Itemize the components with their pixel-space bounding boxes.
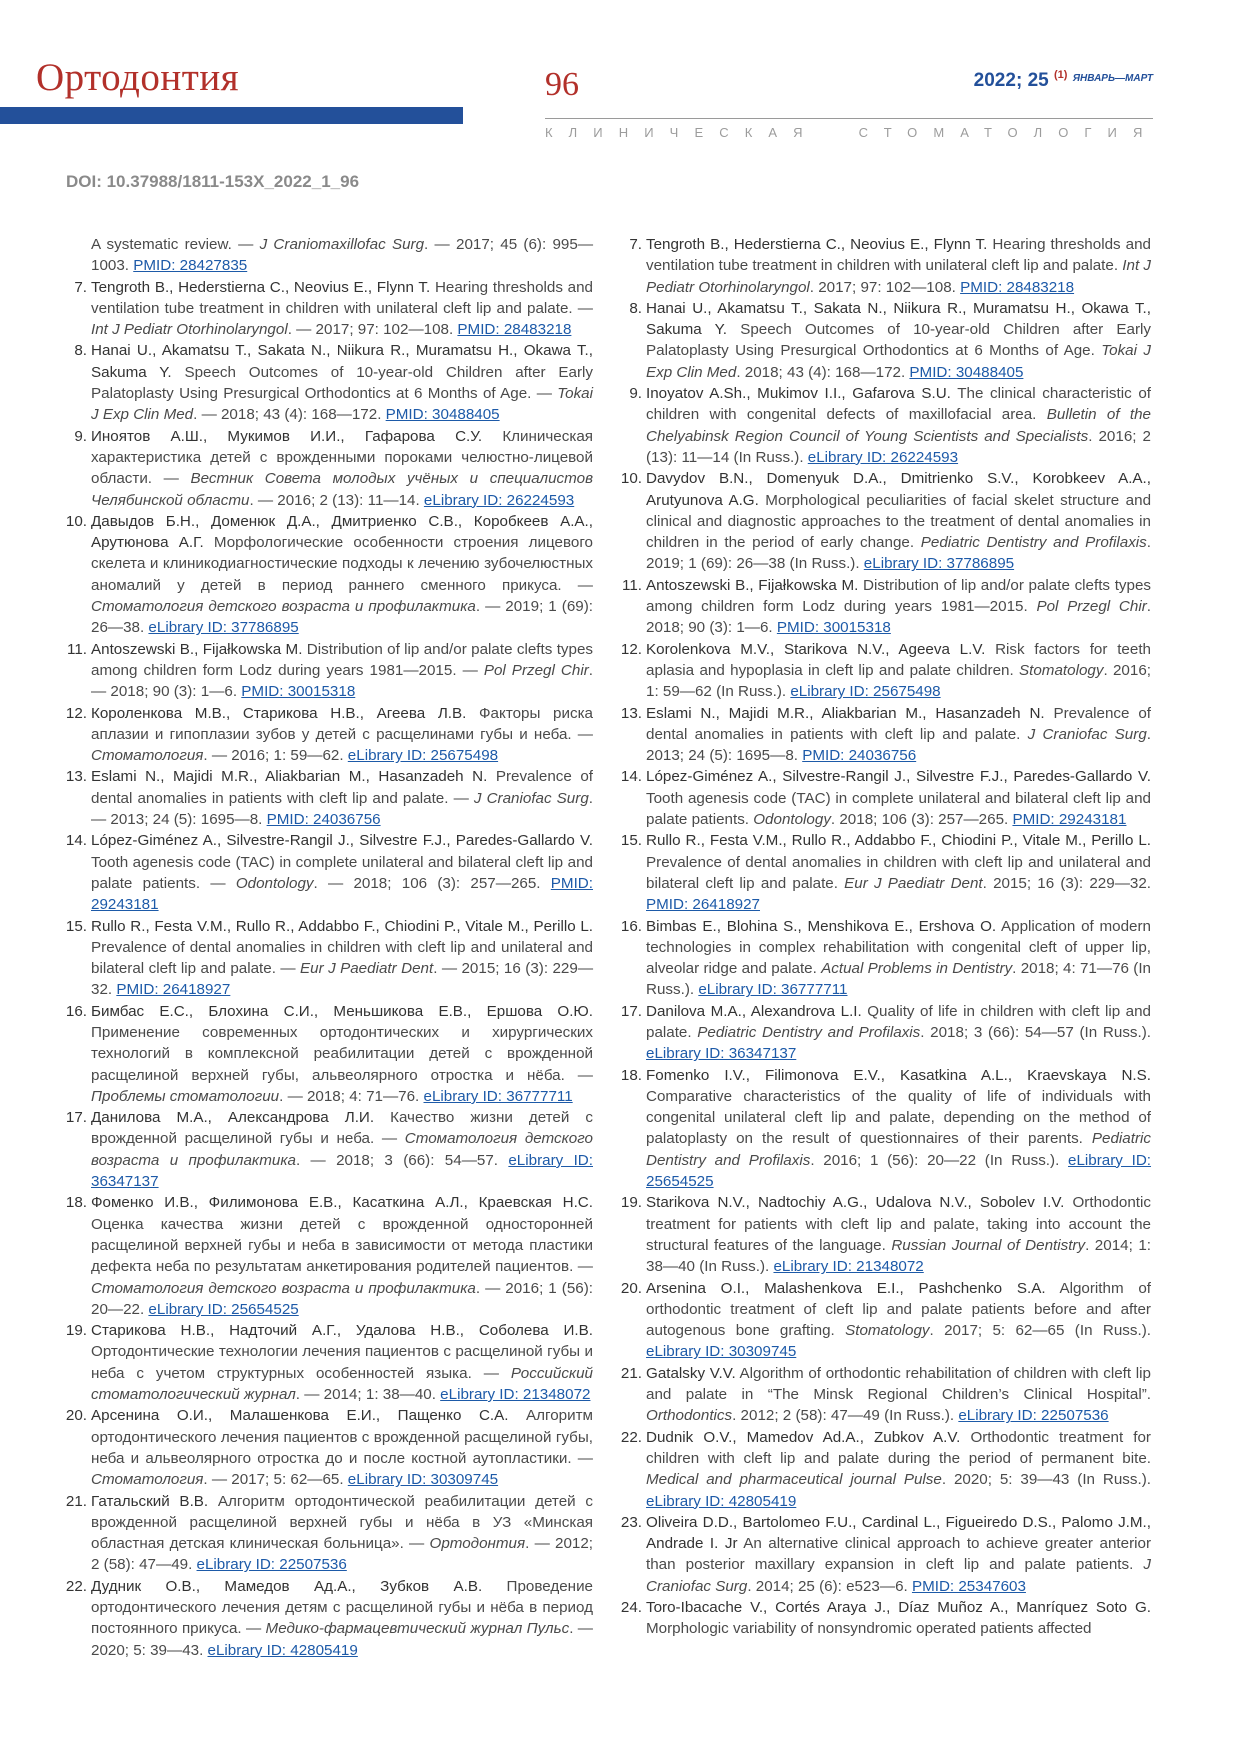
reference-title: Tooth agenesis code (TAC) in complete unilateral and bilateral cleft lip and palate patients. [646, 789, 1151, 829]
reference-authors: Иноятов А.Ш., Мукимов И.И., Гафарова С.У. [91, 427, 483, 445]
reference-item [65, 234, 593, 277]
reference-link[interactable]: eLibrary ID: 25675498 [790, 683, 941, 701]
reference-number: 17. [65, 1109, 87, 1127]
reference-number: 14. [620, 768, 642, 786]
reference-item [65, 1192, 593, 1320]
reference-details: . — 2020; 5: 39—43. [91, 1620, 593, 1659]
reference-link[interactable]: eLibrary ID: 30309745 [347, 1471, 499, 1489]
reference-link[interactable]: PMID: 24036756 [802, 747, 917, 765]
reference-link[interactable]: eLibrary ID: 36347137 [91, 1151, 593, 1191]
journal-tagline [545, 125, 1159, 140]
reference-journal: Tokai J Exp Clin Med [91, 385, 593, 424]
issue-year: 2022; [973, 70, 1023, 91]
reference-link[interactable]: eLibrary ID: 36777711 [698, 981, 848, 999]
reference-authors: Danilova M.A., Alexandrova L.I. [646, 1002, 862, 1020]
reference-authors: Eslami N., Majidi M.R., Aliakbarian M., Hasanzadeh N. [91, 768, 488, 786]
reference-item [65, 277, 593, 341]
reference-number: 7. [629, 236, 642, 253]
reference-journal: Pediatric Dentistry and Profilaxis [697, 1023, 921, 1041]
reference-journal: Pol Przegl Chir [483, 661, 589, 679]
issue-volume: 25 [1027, 70, 1049, 91]
reference-details: . — 2017; 5: 62—65. [203, 1471, 348, 1489]
reference-title: Orthodontic treatment for patients with cleft lip and palate, taking into account the structural features of the language. [646, 1194, 1151, 1254]
tagline-left: КЛИНИЧЕСКАЯ [545, 125, 819, 140]
reference-journal: Orthodontics [646, 1407, 733, 1425]
reference-item [620, 703, 1151, 767]
reference-title: Качество жизни детей с врожденной расщелиной губы и неба. — [91, 1109, 593, 1148]
reference-title: Применение современных ортодонтических и хирургических технологий в комплексной реабилитации детей с врожденной расщелиной верхней губы, альвеолярного отростка и нёба. — [91, 1023, 593, 1084]
reference-title: A systematic review. — [91, 236, 260, 253]
reference-journal: Вестник Совета молодых учёных и специалистов Челябинской области [91, 470, 593, 509]
reference-title: Morphological peculiarities of facial skelet structure and clinical and diagnostic approaches to the treatment of dental anomalies in children in the period of early change. [646, 491, 1152, 552]
reference-item [65, 916, 593, 1001]
reference-details: . 2013; 24 (5): 1695—8. [646, 725, 1151, 765]
reference-item [620, 234, 1151, 298]
reference-item [620, 1363, 1151, 1427]
reference-journal: Bulletin of the Chelyabinsk Region Council of Young Scientists and Specialists [646, 406, 1152, 445]
reference-number: 8. [629, 299, 642, 317]
reference-link[interactable]: PMID: 30015318 [776, 619, 891, 637]
reference-link[interactable]: eLibrary ID: 37786895 [148, 619, 299, 637]
reference-journal: Стоматология [91, 747, 204, 765]
reference-details: . — 2018; 90 (3): 1—6. [91, 661, 593, 701]
reference-title: Risk factors for teeth aplasia and hypoplasia in cleft lip and palate children. [646, 640, 1151, 679]
reference-number: 21. [65, 1492, 87, 1510]
reference-journal: Medical and pharmaceutical journal Pulse [646, 1471, 942, 1489]
reference-journal: Odontology [753, 811, 831, 829]
reference-item [620, 916, 1151, 1001]
reference-number: 13. [65, 768, 87, 786]
reference-journal: Pediatric Dentistry and Profilaxis [920, 534, 1147, 552]
reference-title: Морфологические особенности строения лицевого скелета и клиникодиагностические подходы к лечению зубочелюстных аномалий у детей в период раннего сменного прикуса. — [91, 534, 594, 594]
issue-info [974, 70, 1153, 92]
reference-authors: Гатальский В.В. [91, 1492, 209, 1510]
reference-journal: Stomatology [845, 1322, 930, 1340]
reference-authors: Дудник О.В., Мамедов Ад.А., Зубков А.В. [91, 1577, 483, 1595]
reference-details: . — 2016; 1: 59—62. [203, 747, 348, 765]
reference-item [65, 703, 593, 767]
reference-authors: Bimbas E., Blohina S., Menshikova E., Ershova O. [646, 917, 997, 935]
reference-details: . — 2018; 3 (66): 54—57. [295, 1151, 509, 1169]
reference-item [65, 1320, 593, 1405]
reference-link[interactable]: PMID: 30488405 [385, 406, 500, 424]
reference-link[interactable]: eLibrary ID: 30309745 [646, 1343, 797, 1361]
reference-journal: Actual Problems in Dentistry [821, 960, 1013, 978]
reference-item [620, 1192, 1151, 1277]
reference-authors: Tengroth B., Hederstierna C., Neovius E., Flynn T. [91, 278, 431, 296]
reference-link[interactable]: PMID: 30488405 [909, 363, 1024, 381]
reference-number: 15. [620, 832, 642, 850]
reference-link[interactable]: PMID: 29243181 [91, 874, 593, 914]
reference-item [65, 1001, 593, 1107]
reference-journal: Стоматология детского возраста и профилактика [91, 1279, 476, 1297]
reference-journal: Int J Pediatr Otorhinolaryngol [646, 257, 1151, 296]
reference-journal: Tokai J Exp Clin Med [646, 342, 1151, 381]
reference-authors: Арсенина О.И., Малашенкова Е.И., Пащенко С.А. [91, 1407, 509, 1425]
reference-details: . — 2012; 2 (58): 47—49. [91, 1535, 593, 1574]
reference-authors: Фоменко И.В., Филимонова Е.В., Касаткина А.Л., Краевская Н.С. [91, 1194, 593, 1212]
reference-link[interactable]: PMID: 28483218 [960, 278, 1075, 296]
reference-journal: Int J Pediatr Otorhinolaryngol [91, 321, 288, 339]
reference-authors: Бимбас Е.С., Блохина С.И., Меньшикова Е.В., Ершова О.Ю. [91, 1002, 593, 1020]
reference-details: . — 2018; 106 (3): 257—265. [313, 874, 551, 892]
reference-authors: Eslami N., Majidi M.R., Aliakbarian M., Hasanzadeh N. [646, 704, 1045, 722]
reference-title: An alternative clinical approach to achieve greater anterior than posterior maxillary expansion in cleft lip and palate patients. [646, 1535, 1152, 1574]
reference-number: 11. [67, 640, 87, 658]
reference-authors: Hanai U., Akamatsu T., Sakata N., Niikura R., Muramatsu H., Okawa T., Sakuma Y. [646, 299, 1151, 339]
reference-journal: J Craniofac Surg [1027, 725, 1147, 743]
reference-title: Hearing thresholds and ventilation tube treatment in children with unilateral cleft lip and palate. — [91, 278, 593, 317]
reference-number: 14. [65, 832, 87, 850]
reference-item [620, 575, 1151, 639]
reference-number: 15. [65, 917, 87, 935]
reference-journal: Eur J Paediatr Dent [844, 874, 983, 892]
reference-details: . 2012; 2 (58): 47—49 (In Russ.). [732, 1407, 959, 1425]
reference-item [620, 383, 1151, 468]
reference-details: . 2020; 5: 39—43 (In Russ.). [941, 1471, 1151, 1489]
reference-authors: Starikova N.V., Nadtochiy A.G., Udalova N.V., Sobolev I.V. [646, 1194, 1065, 1212]
reference-details: . 2015; 16 (3): 229—32. [982, 874, 1151, 892]
reference-link[interactable]: eLibrary ID: 22507536 [196, 1556, 347, 1574]
reference-item [620, 468, 1151, 574]
reference-authors: Arsenina O.I., Malashenkova E.I., Pashchenko S.A. [646, 1279, 1046, 1297]
reference-details: . — 2013; 24 (5): 1695—8. [91, 789, 593, 829]
reference-title: Prevalence of dental anomalies in children with cleft lip and unilateral and bilateral cleft lip and palate. — [91, 938, 593, 978]
reference-details: . — 2018; 43 (4): 168—172. [193, 406, 386, 424]
reference-details: . 2016; 1: 59—62 (In Russ.). [646, 661, 1151, 701]
reference-authors: Hanai U., Akamatsu T., Sakata N., Niikura R., Muramatsu H., Okawa T., Sakuma Y. [91, 342, 593, 381]
reference-item [65, 340, 593, 425]
reference-title: Оценка качества жизни детей с врожденной односторонней расщелиной верхней губы и неба в зависимости от метода пластики дефекта неба по результатам анкетирования родителей пациентов. — [91, 1215, 593, 1276]
reference-item [620, 1001, 1151, 1065]
reference-details: . 2018; 90 (3): 1—6. [646, 598, 1151, 637]
reference-authors: Korolenkova M.V., Starikova N.V., Ageeva L.V. [646, 640, 986, 658]
reference-link[interactable]: eLibrary ID: 36777711 [423, 1087, 573, 1105]
reference-details: . 2017; 5: 62—65 (In Russ.). [929, 1322, 1151, 1340]
reference-number: 20. [65, 1407, 87, 1425]
reference-link[interactable]: PMID: 28427835 [133, 257, 248, 275]
reference-journal: Стоматология [91, 1471, 204, 1489]
reference-number: 12. [620, 640, 642, 658]
reference-title: Comparative characteristics of the quality of life of individuals with congenital unilateral cleft lip and palate, depending on the method of palatoplasty on the result of questionnaires of their parents. [646, 1087, 1151, 1148]
reference-number: 13. [620, 704, 642, 722]
reference-authors: Antoszewski B., Fijałkowska M. [646, 576, 859, 594]
doi: DOI: 10.37988/1811-153X_2022_1_96 [66, 172, 360, 191]
reference-number: 7. [74, 278, 87, 296]
reference-item [65, 830, 593, 915]
reference-number: 16. [65, 1002, 87, 1020]
reference-item [65, 766, 593, 830]
reference-link[interactable]: PMID: 28483218 [457, 321, 572, 339]
reference-journal: Стоматология детского возраста и профилактика [91, 598, 476, 616]
reference-title: Алгоритм ортодонтической реабилитации детей с врожденной расщелиной верхней губы и нёба в УЗ «Минская областная детская клиническая больница». — [91, 1492, 593, 1553]
reference-details: . — 2018; 4: 71—76. [279, 1087, 424, 1105]
reference-item [620, 1597, 1151, 1640]
reference-journal: Odontology [235, 874, 314, 892]
reference-details: . — 2015; 16 (3): 229—32. [91, 960, 594, 999]
reference-journal: Медико-фармацевтический журнал Пульс [265, 1620, 570, 1638]
reference-title: Distribution of lip and/or palate clefts types among children form Lodz during years 1981—2015. [646, 576, 1151, 616]
reference-title: Факторы риска аплазии и гипоплазии зубов у детей с расщелинами губы и неба. — [91, 704, 593, 743]
reference-journal: Pediatric Dentistry and Profilaxis [646, 1130, 1151, 1169]
reference-details: . 2017; 97: 102—108. [809, 278, 961, 296]
reference-journal: Eur J Paediatr Dent [300, 960, 434, 978]
reference-item [65, 1491, 593, 1576]
reference-link[interactable]: PMID: 25347603 [911, 1577, 1026, 1595]
reference-link[interactable]: PMID: 24036756 [266, 811, 381, 829]
reference-authors: Давыдов Б.Н., Доменюк Д.А., Дмитриенко С.В., Коробкеев А.А., Арутюнова А.Г. [91, 512, 593, 552]
reference-journal: J Craniofac Surg [473, 789, 589, 807]
reference-link[interactable]: eLibrary ID: 25654525 [148, 1300, 299, 1318]
reference-journal: Pol Przegl Chir [1036, 598, 1147, 616]
reference-link[interactable]: eLibrary ID: 26224593 [807, 448, 959, 466]
reference-link[interactable]: eLibrary ID: 37786895 [863, 555, 1015, 573]
reference-journal: Российский стоматологический журнал [91, 1364, 593, 1404]
reference-number: 19. [65, 1322, 87, 1340]
reference-details: . 2018; 43 (4): 168—172. [736, 363, 910, 381]
reference-number: 19. [620, 1194, 642, 1212]
reference-title: Application of modern technologies in complex rehabilitation with congenital cleft of upper lip, alveolar ridge and palate. [646, 917, 1152, 978]
header-accent-bar [0, 107, 463, 124]
reference-title: Prevalence of dental anomalies in patients with cleft lip and palate. — [91, 768, 593, 807]
reference-title: Tooth agenesis code (TAC) in complete unilateral and bilateral cleft lip and palate patients. — [91, 853, 593, 892]
reference-number: 17. [620, 1002, 642, 1020]
reference-authors: Tengroth B., Hederstierna C., Neovius E., Flynn T. [646, 236, 988, 253]
reference-item [620, 1278, 1151, 1363]
reference-title: Ортодонтические технологии лечения пациентов с расщелиной губы и неба с учетом структурных особенностей языка. — [91, 1343, 593, 1382]
reference-authors: Rullo R., Festa V.M., Rullo R., Addabbo F., Chiodini P., Vitale M., Perillo L. [91, 917, 593, 935]
reference-authors: Rullo R., Festa V.M., Rullo R., Addabbo F., Chiodini P., Vitale M., Perillo L. [646, 832, 1151, 850]
reference-item [620, 1427, 1151, 1512]
reference-title: Algorithm of orthodontic rehabilitation of children with cleft lip and palate in “The Minsk Regional Children’s Clinical Hospital”. [646, 1364, 1152, 1404]
page-number: 96 [545, 66, 579, 103]
reference-number: 11. [622, 576, 642, 594]
reference-number: 24. [620, 1599, 642, 1616]
reference-link[interactable]: PMID: 30015318 [241, 683, 356, 701]
reference-details: . — 2019; 1 (69): 26—38. [91, 598, 593, 637]
reference-details: . 2014; 25 (6): e523—6. [747, 1577, 912, 1595]
reference-link[interactable]: eLibrary ID: 22507536 [958, 1407, 1109, 1425]
reference-journal: J Craniomaxillofac Surg [259, 236, 425, 253]
reference-details: . 2014; 1: 38—40 (In Russ.). [646, 1236, 1151, 1276]
references-right-column [620, 234, 1151, 1640]
reference-details: . 2018; 3 (66): 54—57 (In Russ.). [920, 1023, 1151, 1041]
reference-item [65, 511, 593, 639]
reference-number: 20. [620, 1279, 642, 1297]
reference-title: Hearing thresholds and ventilation tube treatment in children with unilateral cleft lip and palate. [646, 236, 1151, 275]
reference-authors: Gatalsky V.V. [646, 1364, 736, 1382]
reference-link[interactable]: eLibrary ID: 42805419 [646, 1492, 797, 1510]
references-left-column [65, 234, 593, 1661]
reference-journal: J Craniofac Surg [646, 1556, 1151, 1595]
reference-details: . 2016; 1 (56): 20—22 (In Russ.). [810, 1151, 1069, 1169]
reference-details: . — 2017; 97: 102—108. [287, 321, 458, 339]
reference-number: 9. [74, 427, 87, 445]
reference-details: . — 2014; 1: 38—40. [295, 1386, 441, 1404]
reference-link[interactable]: eLibrary ID: 42805419 [207, 1641, 358, 1659]
reference-journal: Russian Journal of Dentistry [891, 1236, 1086, 1254]
reference-item [65, 1107, 593, 1192]
reference-details: . — 2016; 2 (13): 11—14. [249, 491, 424, 509]
reference-title: Orthodontic treatment for children with cleft lip and palate during the period of permanent bite. [646, 1428, 1151, 1467]
reference-title: Prevalence of dental anomalies in patients with cleft lip and palate. [646, 704, 1151, 743]
reference-title: Speech Outcomes of 10-year-old Children after Early Palatoplasty Using Presurgical Orthodontics at 6 Months of Age. [646, 321, 1151, 360]
reference-link[interactable]: eLibrary ID: 21348072 [773, 1258, 924, 1276]
reference-details: . 2019; 1 (69): 26—38 (In Russ.). [646, 534, 1151, 573]
reference-item [620, 1065, 1151, 1193]
reference-title: Клиническая характеристика детей с врожденными пороками челюстно-лицевой области. — [91, 427, 593, 488]
reference-title: Quality of life in children with cleft lip and palate. [646, 1002, 1151, 1041]
reference-number: 18. [65, 1194, 87, 1212]
journal-title: Ортодонтия [36, 56, 240, 99]
reference-title: Distribution of lip and/or palate clefts types among children form Lodz during years 1981—2015. — [91, 640, 593, 679]
reference-details: . 2018; 4: 71—76 (In Russ.). [646, 960, 1151, 999]
reference-title: Speech Outcomes of 10-year-old Children after Early Palatoplasty Using Presurgical Orthodontics at 6 Months of Age. — [91, 363, 593, 403]
reference-number: 21. [620, 1364, 642, 1382]
reference-item [620, 1512, 1151, 1597]
reference-item [65, 639, 593, 703]
reference-authors: Antoszewski B., Fijałkowska M. [91, 640, 303, 658]
reference-authors: Старикова Н.В., Надточий А.Г., Удалова Н.В., Соболева И.В. [91, 1322, 593, 1340]
reference-authors: López-Giménez A., Silvestre-Rangil J., Silvestre F.J., Paredes-Gallardo V. [91, 832, 593, 850]
reference-link[interactable]: PMID: 29243181 [1012, 811, 1127, 829]
reference-journal: Стоматология детского возраста и профилактика [91, 1130, 593, 1169]
reference-number: 8. [74, 342, 87, 360]
reference-authors: Inoyatov A.Sh., Mukimov I.I., Gafarova S.U. [646, 385, 951, 403]
header-rule [545, 118, 1153, 119]
reference-item [65, 1405, 593, 1490]
reference-link[interactable]: eLibrary ID: 36347137 [646, 1045, 797, 1063]
reference-title: Проведение ортодонтического лечения детям с расщелиной губы и нёба в период постоянного прикуса. — [91, 1577, 594, 1638]
reference-journal: Проблемы стоматологии [91, 1087, 280, 1105]
reference-item [65, 1576, 593, 1661]
reference-journal: Stomatology [1019, 661, 1104, 679]
reference-details: . 2016; 2 (13): 11—14 (In Russ.). [646, 427, 1151, 466]
reference-authors: López-Giménez A., Silvestre-Rangil J., Silvestre F.J., Paredes-Gallardo V. [646, 768, 1151, 786]
reference-title: Morphologic variability of nonsyndromic operated patients affected [646, 1620, 1092, 1638]
tagline-right: СТОМАТОЛОГИЯ [858, 125, 1159, 140]
reference-title: Prevalence of dental anomalies in children with cleft lip and unilateral and bilateral cleft lip and palate. [646, 853, 1151, 892]
reference-authors: Данилова М.А., Александрова Л.И. [91, 1109, 375, 1127]
reference-item [620, 830, 1151, 915]
reference-details: . 2018; 106 (3): 257—265. [830, 811, 1013, 829]
reference-title: Алгоритм ортодонтического лечения пациентов с врожденной расщелиной губы, неба и альвеолярного отростка до и после костной аутопластики. — [91, 1407, 593, 1467]
issue-number: (1) [1053, 69, 1068, 81]
reference-authors: Toro-Ibacache V., Cortés Araya J., Díaz Muñoz A., Manríquez Soto G. [646, 1599, 1151, 1616]
reference-item [620, 298, 1151, 383]
reference-authors: Короленкова М.В., Старикова Н.В., Агеева Л.В. [91, 704, 467, 722]
reference-number: 18. [620, 1066, 642, 1084]
reference-title: Algorithm of orthodontic treatment of cleft lip and palate patients before and after autogenous bone grafting. [646, 1279, 1151, 1340]
reference-authors: Fomenko I.V., Filimonova E.V., Kasatkina A.L., Kraevskaya N.S. [646, 1066, 1151, 1084]
reference-item [620, 639, 1151, 703]
reference-number: 9. [629, 385, 642, 403]
reference-details: . — 2016; 1 (56): 20—22. [91, 1279, 593, 1318]
reference-number: 22. [65, 1577, 87, 1595]
reference-item [65, 426, 593, 511]
reference-link[interactable]: eLibrary ID: 26224593 [423, 491, 575, 509]
reference-link[interactable]: PMID: 26418927 [116, 981, 231, 999]
reference-number: 23. [620, 1513, 642, 1531]
reference-authors: Davydov B.N., Domenyuk D.A., Dmitrienko S.V., Korobkeev A.A., Arutyunova A.G. [646, 470, 1151, 509]
reference-link[interactable]: eLibrary ID: 21348072 [440, 1386, 591, 1404]
reference-number: 10. [620, 470, 642, 488]
reference-link[interactable]: eLibrary ID: 25654525 [646, 1151, 1152, 1191]
reference-authors: Oliveira D.D., Bartolomeo F.U., Cardinal L., Figueiredo D.S., Palomo J.M., Andrade I. Jr [646, 1513, 1151, 1553]
reference-item [620, 766, 1151, 830]
reference-number: 12. [65, 704, 87, 722]
reference-link[interactable]: PMID: 26418927 [646, 896, 760, 914]
reference-number: 10. [65, 512, 87, 530]
reference-link[interactable]: eLibrary ID: 25675498 [347, 747, 499, 765]
reference-number: 22. [620, 1428, 642, 1446]
reference-details: . — 2017; 45 (6): 995—1003. [91, 236, 594, 275]
reference-authors: Dudnik O.V., Mamedov Ad.A., Zubkov A.V. [646, 1428, 961, 1446]
issue-months: ЯНВАРЬ—МАРТ [1072, 73, 1153, 84]
reference-journal: Ортодонтия [429, 1535, 526, 1553]
reference-number: 16. [620, 917, 642, 935]
reference-title: The clinical characteristic of children with congenital defects of maxillofacial area. [646, 385, 1151, 424]
